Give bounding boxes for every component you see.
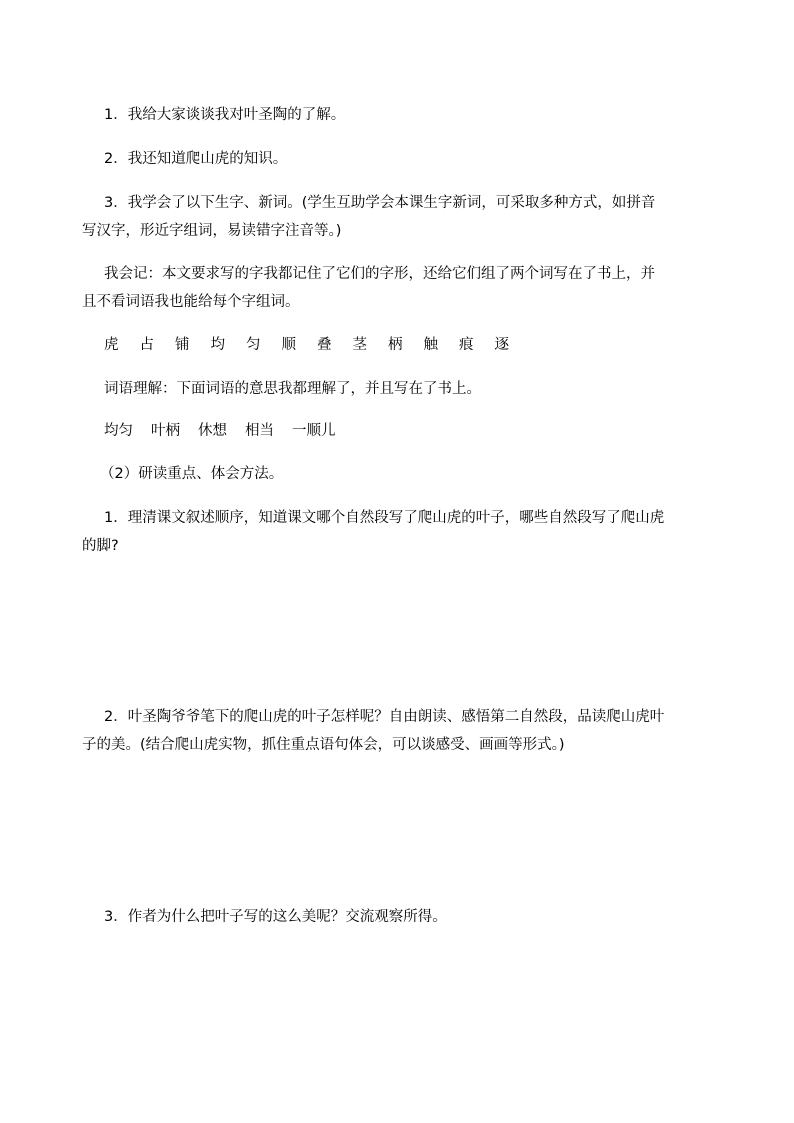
character: 虎 (104, 337, 119, 353)
vocab-intro: 词语理解：下面词语的意思我都理解了，并且写在了书上。 (104, 381, 481, 397)
word-list (104, 421, 354, 441)
item-3-line-2: 写汉字，形近字组词，易读错字注音等。) (82, 223, 342, 239)
character: 铺 (175, 337, 190, 353)
question-3: 3．作者为什么把叶子写的这么美呢？交流观察所得。 (104, 909, 447, 925)
remember-line-1: 我会记：本文要求写的字我都记住了它们的字形，还给它们组了两个词写在了书上，并 (104, 266, 655, 282)
section-2-heading: （2）研读重点、体会方法。 (100, 466, 284, 482)
character: 痕 (459, 337, 474, 353)
question-1-line-1: 1．理清课文叙述顺序，知道课文哪个自然段写了爬山虎的叶子，哪些自然段写了爬山虎 (104, 510, 665, 526)
character: 叠 (317, 337, 332, 353)
character-list (104, 335, 530, 355)
item-1: 1．我给大家谈谈我对叶圣陶的了解。 (104, 107, 346, 123)
word: 相当 (245, 423, 274, 439)
character: 触 (423, 337, 438, 353)
item-2: 2．我还知道爬山虎的知识。 (104, 151, 288, 167)
character: 占 (139, 337, 154, 353)
character: 柄 (388, 337, 403, 353)
word: 叶柄 (151, 423, 180, 439)
character: 茎 (352, 337, 367, 353)
character: 匀 (246, 337, 261, 353)
character: 均 (210, 337, 225, 353)
question-2-line-2: 子的美。(结合爬山虎实物，抓住重点语句体会，可以谈感受、画画等形式。) (82, 737, 565, 753)
word: 一顺儿 (292, 423, 336, 439)
character: 逐 (494, 337, 509, 353)
question-2-line-1: 2．叶圣陶爷爷笔下的爬山虎的叶子怎样呢？自由朗读、感悟第二自然段，品读爬山虎叶 (104, 709, 665, 725)
character: 顺 (281, 337, 296, 353)
item-3-line-1: 3．我学会了以下生字、新词。(学生互助学会本课生字新词，可采取多种方式，如拼音 (104, 195, 656, 211)
word: 均匀 (104, 423, 133, 439)
word: 休想 (198, 423, 227, 439)
remember-line-2: 且不看词语我也能给每个字组词。 (82, 294, 300, 310)
question-1-line-2: 的脚? (82, 538, 119, 554)
